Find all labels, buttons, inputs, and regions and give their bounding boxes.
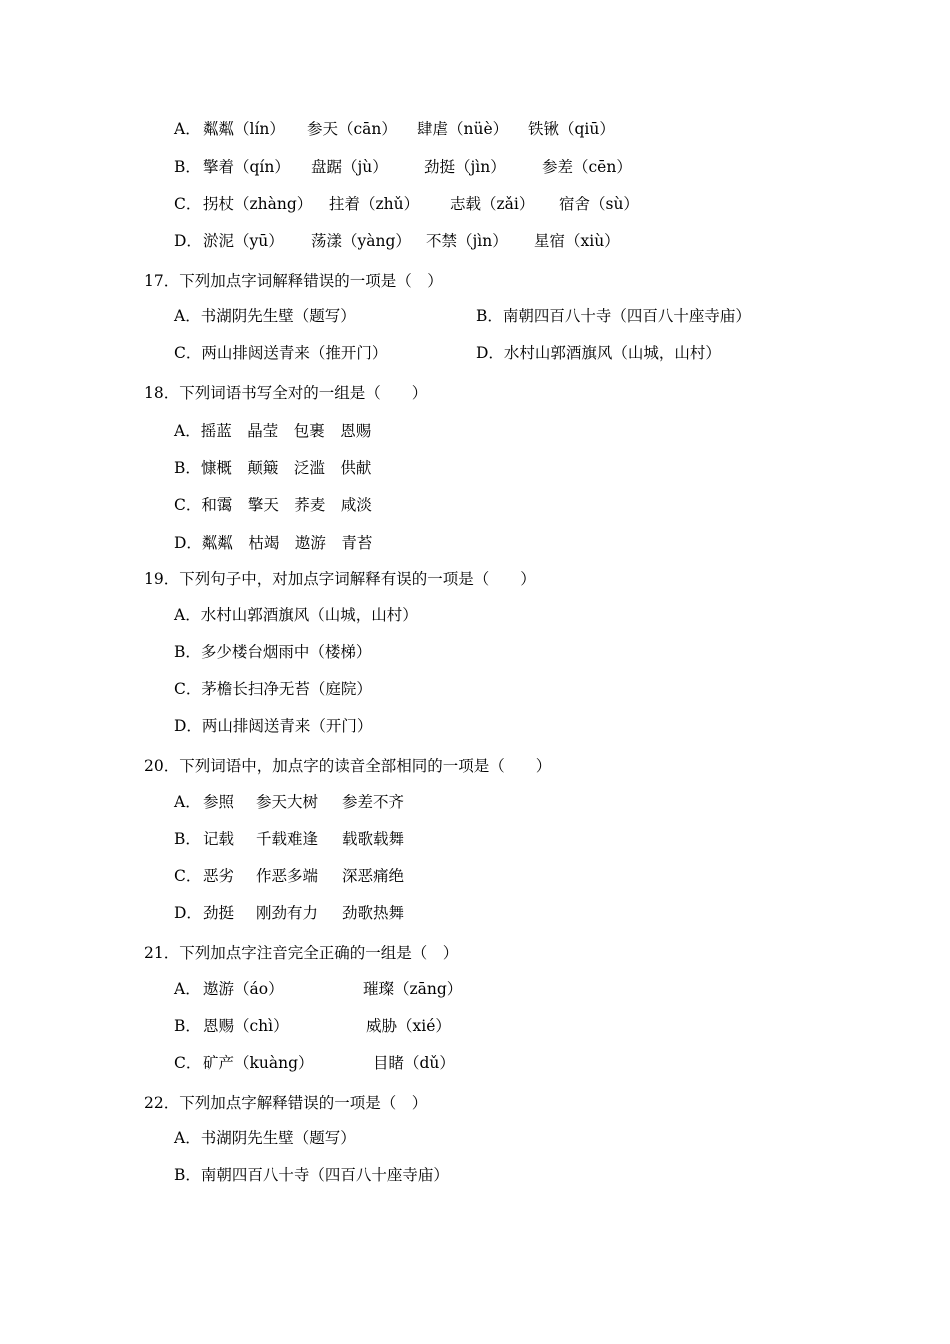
word: 粼粼（lín） [203,120,285,138]
word: 载歌载舞 [342,830,405,848]
q19-option-d: D．两山排闼送青来（开门） [174,717,373,735]
q18-option-b: B．慷概 颠簸 泛滥 供献 [174,459,372,477]
word: 劲挺（jìn） [424,158,506,176]
word: 遨游（áo） [203,980,284,998]
q22-option-a: A．书湖阴先生壁（题写） [174,1129,356,1147]
word: 擎着（qín） [203,158,290,176]
option-label: A． [174,793,201,811]
option-label: C． [174,195,202,213]
word: 千载难逢 [256,830,319,848]
option-label: B． [174,158,201,176]
word: 矿产（kuàng） [203,1054,314,1072]
word: 荡漾（yàng） [311,232,411,250]
word: 记载 [203,830,235,848]
q19-stem: 19．下列句子中，对加点字词解释有误的一项是（ ） [144,570,536,588]
q17-option-d: D．水村山郭酒旗风（山城，山村） [476,344,721,362]
word: 志载（zǎi） [450,195,535,213]
word: 深恶痛绝 [342,867,405,885]
word: 参天（cān） [307,120,397,138]
option-label: A． [174,980,201,998]
q17-option-a: A．书湖阴先生壁（题写） [174,307,356,325]
word: 劲歌热舞 [342,904,405,922]
word: 刚劲有力 [256,904,319,922]
q18-option-c: C．和霭 擎天 荞麦 咸淡 [174,496,372,514]
word: 恩赐（chì） [203,1017,289,1035]
word: 作恶多端 [256,867,319,885]
q18-option-d: D．粼粼 枯竭 遨游 青苔 [174,534,373,552]
q17-option-b: B．南朝四百八十寺（四百八十座寺庙） [476,307,751,325]
q18-stem: 18．下列词语书写全对的一组是（ ） [144,384,428,402]
q19-option-a: A．水村山郭酒旗风（山城，山村） [174,606,418,624]
word: 参照 [203,793,235,811]
word: 肆虐（nüè） [417,120,509,138]
q21-stem: 21．下列加点字注音完全正确的一组是（ ） [144,944,459,962]
option-label: C． [174,1054,202,1072]
option-label: B． [174,1017,201,1035]
option-label: A． [174,120,201,138]
word: 拐杖（zhàng） [203,195,313,213]
option-label: C． [174,867,202,885]
word: 劲挺 [203,904,235,922]
q17-option-c: C．两山排闼送青来（推开门） [174,344,388,362]
option-label: D． [174,904,202,922]
q19-option-b: B．多少楼台烟雨中（楼梯） [174,643,372,661]
word: 铁锹（qiū） [528,120,615,138]
word: 拄着（zhǔ） [329,195,420,213]
q20-stem: 20．下列词语中，加点字的读音全部相同的一项是（ ） [144,757,552,775]
q18-option-a: A．摇蓝 晶莹 包裹 恩赐 [174,422,372,440]
option-label: B． [174,830,201,848]
word: 目睹（dǔ） [373,1054,455,1072]
word: 璀璨（zāng） [363,980,463,998]
q22-option-b: B．南朝四百八十寺（四百八十座寺庙） [174,1166,449,1184]
q19-option-c: C．茅檐长扫净无苔（庭院） [174,680,372,698]
q22-stem: 22．下列加点字解释错误的一项是（ ） [144,1094,428,1112]
word: 参差不齐 [342,793,405,811]
word: 盘踞（jù） [311,158,388,176]
word: 星宿（xiù） [534,232,620,250]
word: 宿舍（sù） [559,195,639,213]
option-label: D． [174,232,202,250]
word: 威胁（xié） [366,1017,451,1035]
word: 参差（cēn） [542,158,632,176]
word: 恶劣 [203,867,235,885]
q17-stem: 17．下列加点字词解释错误的一项是（ ） [144,272,443,290]
word: 不禁（jìn） [426,232,508,250]
word: 参天大树 [256,793,319,811]
word: 淤泥（yū） [203,232,284,250]
